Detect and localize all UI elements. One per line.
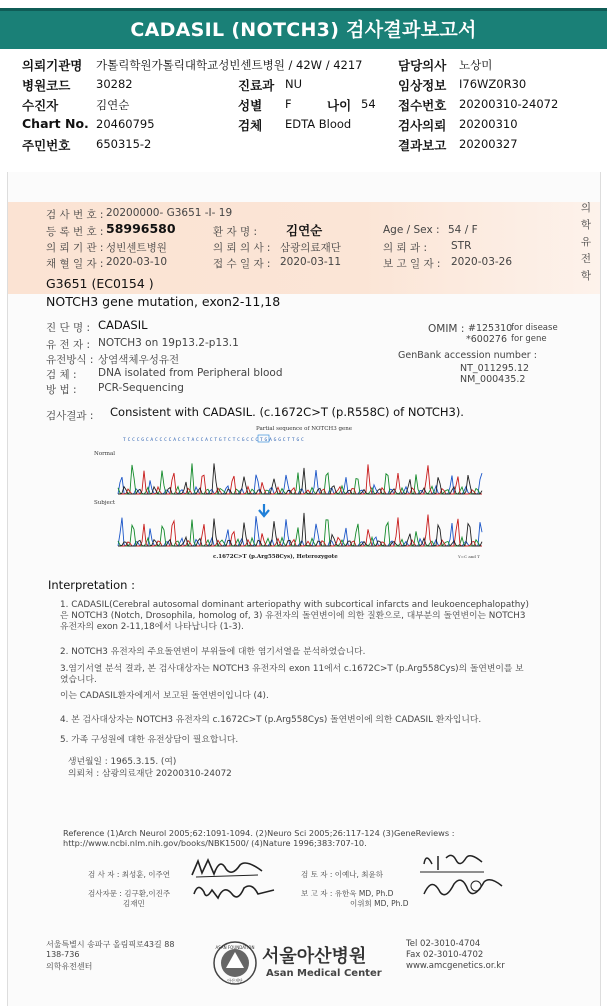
scanned-report <box>7 172 601 1006</box>
report-date-label: 보 고 일 자 : <box>383 258 441 270</box>
omim-label: OMIM : <box>428 323 465 335</box>
age-sex: 54 / F <box>448 224 478 236</box>
patient-label: 환 자 명 : <box>213 226 257 238</box>
tester: 검 사 자 : 최성훈, 이주연 <box>88 870 171 879</box>
address-line-2: 138-736 <box>46 950 80 959</box>
reg-no: 58996580 <box>106 221 176 236</box>
reporter-2: 이위희 MD, Ph.D <box>350 899 409 908</box>
value-age: 54 <box>361 97 376 111</box>
checker: 검 토 자 : 이예나, 최윤하 <box>301 870 384 879</box>
value-receipt-no: 20200310-24072 <box>459 97 559 111</box>
value-chart-no: 20460795 <box>96 117 155 131</box>
reporter-signature <box>418 872 508 904</box>
address-line-3: 의학유전센터 <box>46 962 93 971</box>
org: 성빈센트병원 <box>106 242 167 254</box>
specimen-label: 검 체 : <box>46 369 77 381</box>
report-title: CADASIL (NOTCH3) 검사결과보고서 <box>0 8 607 49</box>
result-label: 검사결과 : <box>46 410 94 422</box>
collect-label: 채 혈 일 자 : <box>46 258 104 270</box>
sequence-chromatogram <box>88 422 488 572</box>
exam-no: 20200000- G3651 -I- 19 <box>106 207 233 219</box>
exam-no-label: 검 사 번 호 : <box>46 209 104 221</box>
subject-label: Subject <box>94 500 116 506</box>
doctor: 삼광의료재단 <box>280 242 341 254</box>
address-line-1: 서울특별시 송파구 올림픽로43길 88 <box>46 940 175 949</box>
label-receipt-no: 접수번호 <box>398 98 447 113</box>
value-hospital-code: 30282 <box>96 77 133 91</box>
collect-date: 2020-03-10 <box>106 256 168 268</box>
label-sex: 성별 <box>238 98 263 113</box>
org-label: 의 뢰 기 관 : <box>46 242 104 254</box>
asan-foundation-seal <box>212 940 258 986</box>
age-sex-label: Age / Sex : <box>383 224 440 236</box>
value-request-date: 20200310 <box>459 117 518 131</box>
interpretation-item-5: 5. 가족 구성원에 대한 유전상담이 필요합니다. <box>60 735 239 745</box>
label-patient: 수진자 <box>22 98 59 113</box>
test-code: G3651 (EC0154 ) <box>46 276 154 291</box>
advisor-signature <box>188 878 283 904</box>
value-clinical-info: I76WZ0R30 <box>459 77 527 91</box>
website: www.amcgenetics.or.kr <box>406 961 505 971</box>
interpretation-item-3: 3.염기서열 분석 결과, 본 검사대상자는 NOTCH3 유전자의 exon 11에서 c.1672C>T (p.Arg558Cys)의 돌연변이를 보였습니다. <box>60 664 524 685</box>
department-vertical-label: 의학유전학 <box>580 202 592 282</box>
interpretation-item-4: 4. 본 검사대상자는 NOTCH3 유전자의 c.1672C>T (p.Arg558Cys) 돌연변이에 의한 CADASIL 환자입니다. <box>60 715 482 725</box>
seal-bottom-text: 아산재단 <box>227 978 243 983</box>
label-resident-no: 주민번호 <box>22 138 71 153</box>
label-clinical-info: 임상정보 <box>398 78 447 93</box>
report-date: 2020-03-26 <box>451 256 513 268</box>
diagnosis-label: 진 단 명 : <box>46 322 90 334</box>
dept: STR <box>451 240 472 252</box>
label-request-date: 검사의뢰 <box>398 118 447 133</box>
header-info <box>0 50 607 154</box>
omim-gene: *600276 <box>466 334 508 345</box>
chromatogram-title: Partial sequence of NOTCH3 gene <box>256 426 353 432</box>
receive-date: 2020-03-11 <box>280 256 342 268</box>
seal-top-text: ASAN FOUNDATION <box>215 945 255 950</box>
dept-label: 의 뢰 과 : <box>383 242 427 254</box>
label-specimen: 검체 <box>238 118 263 133</box>
inheritance: 상염색체우성유전 <box>98 354 180 366</box>
interpretation-item-2: 2. NOTCH3 유전자의 주요돌연변이 부위들에 대한 염기서열을 분석하였습니다. <box>60 647 366 657</box>
hospital-name-en: Asan Medical Center <box>266 968 382 979</box>
test-name: NOTCH3 gene mutation, exon2-11,18 <box>46 294 281 309</box>
chromatogram-caption: c.1672C>T (p.Arg558Cys), Heterozygote <box>213 554 338 560</box>
genbank-2: NM_000435.2 <box>460 374 526 385</box>
omim-disease: #125310 <box>468 323 513 334</box>
hospital-name-kr: 서울아산병원 <box>262 946 367 967</box>
birth-date: 생년월일 : 1965.3.15. (여) <box>68 757 177 767</box>
interpretation-item-1: 1. CADASIL(Cerebral autosomal dominant arteriopathy with subcortical infarcts and leukoencephalopathy)은 NOTCH3 (Notch, Drosophila, homolog of, 3) 유전자의 돌연변이에 의한 질환으로, 대부분의 돌연변이는 NOTCH3 유전자의 exon 2-11,18에서 나타납니다 (1-3). <box>60 600 529 632</box>
doctor-label: 의 뢰 의 사 : <box>213 242 271 254</box>
gene: NOTCH3 on 19p13.2-p13.1 <box>98 337 239 349</box>
genbank-label: GenBank accession number : <box>398 350 537 361</box>
sequence-letters: TCCCGCACCCCACCTACCACTGTCTCGCCCTGAGGCTTGC <box>123 438 306 443</box>
diagnosis: CADASIL <box>98 318 148 332</box>
inheritance-label: 유전방식 : <box>46 354 94 366</box>
value-resident-no: 650315-2 <box>96 137 152 151</box>
tester-advisor-2: 김재민 <box>123 899 145 908</box>
result-text: Consistent with CADASIL. (c.1672C>T (p.R558C) of NOTCH3). <box>110 405 464 419</box>
method-label: 방 법 : <box>46 384 77 396</box>
value-institution: 가톨릭학원가톨릭대학교성빈센트병원 / 42W / 4217 <box>96 58 363 72</box>
chromatogram-corner-note: Y=C and T <box>458 554 480 559</box>
specimen: DNA isolated from Peripheral blood <box>98 367 283 379</box>
label-report-date: 결과보고 <box>398 138 447 153</box>
fax: Fax 02-3010-4702 <box>406 950 484 960</box>
value-patient: 김연순 <box>96 98 130 112</box>
gene-label: 유 전 자 : <box>46 339 90 351</box>
label-doctor: 담당의사 <box>398 58 447 73</box>
omim-gene-note: for gene <box>511 334 547 344</box>
interpretation-title: Interpretation : <box>48 578 135 592</box>
label-chart-no: Chart No. <box>22 116 89 131</box>
genbank-1: NT_011295.12 <box>460 363 530 374</box>
value-sex: F <box>285 97 292 111</box>
receive-label: 접 수 일 자 : <box>213 258 271 270</box>
value-doctor: 노상미 <box>459 58 493 72</box>
subject-trace <box>118 513 482 546</box>
reg-no-label: 등 록 번 호 : <box>46 226 104 238</box>
mutation-arrow-icon <box>259 504 269 516</box>
label-department: 진료과 <box>238 78 275 93</box>
value-specimen: EDTA Blood <box>285 117 352 131</box>
label-institution: 의뢰기관명 <box>22 58 83 73</box>
method: PCR-Sequencing <box>98 382 184 394</box>
omim-disease-note: for disease <box>511 323 558 333</box>
normal-label: Normal <box>94 451 116 457</box>
tester-advisor: 검사자문 : 김구환,이진주 <box>88 889 171 898</box>
references: Reference (1)Arch Neurol 2005;62:1091-1094. (2)Neuro Sci 2005;26:117-124 (3)GeneReviews : http://www.ncbi.nlm.nih.gov/books/NBK1500/ (4)Nature 1996;383:707-10. <box>63 828 455 848</box>
reporter: 보 고 자 : 유한욱 MD, Ph.D <box>301 889 394 898</box>
patient-name: 김연순 <box>286 223 323 238</box>
tel: Tel 02-3010-4704 <box>406 939 481 949</box>
interpretation-item-3-note: 이는 CADASIL환자에게서 보고된 돌연변이입니다 (4). <box>60 691 269 701</box>
label-hospital-code: 병원코드 <box>22 78 71 93</box>
value-report-date: 20200327 <box>459 137 518 151</box>
normal-trace <box>118 463 482 494</box>
label-age: 나이 <box>327 98 352 113</box>
value-department: NU <box>285 77 303 91</box>
requester-info: 의뢰처 : 삼광의료재단 20200310-24072 <box>68 769 232 779</box>
